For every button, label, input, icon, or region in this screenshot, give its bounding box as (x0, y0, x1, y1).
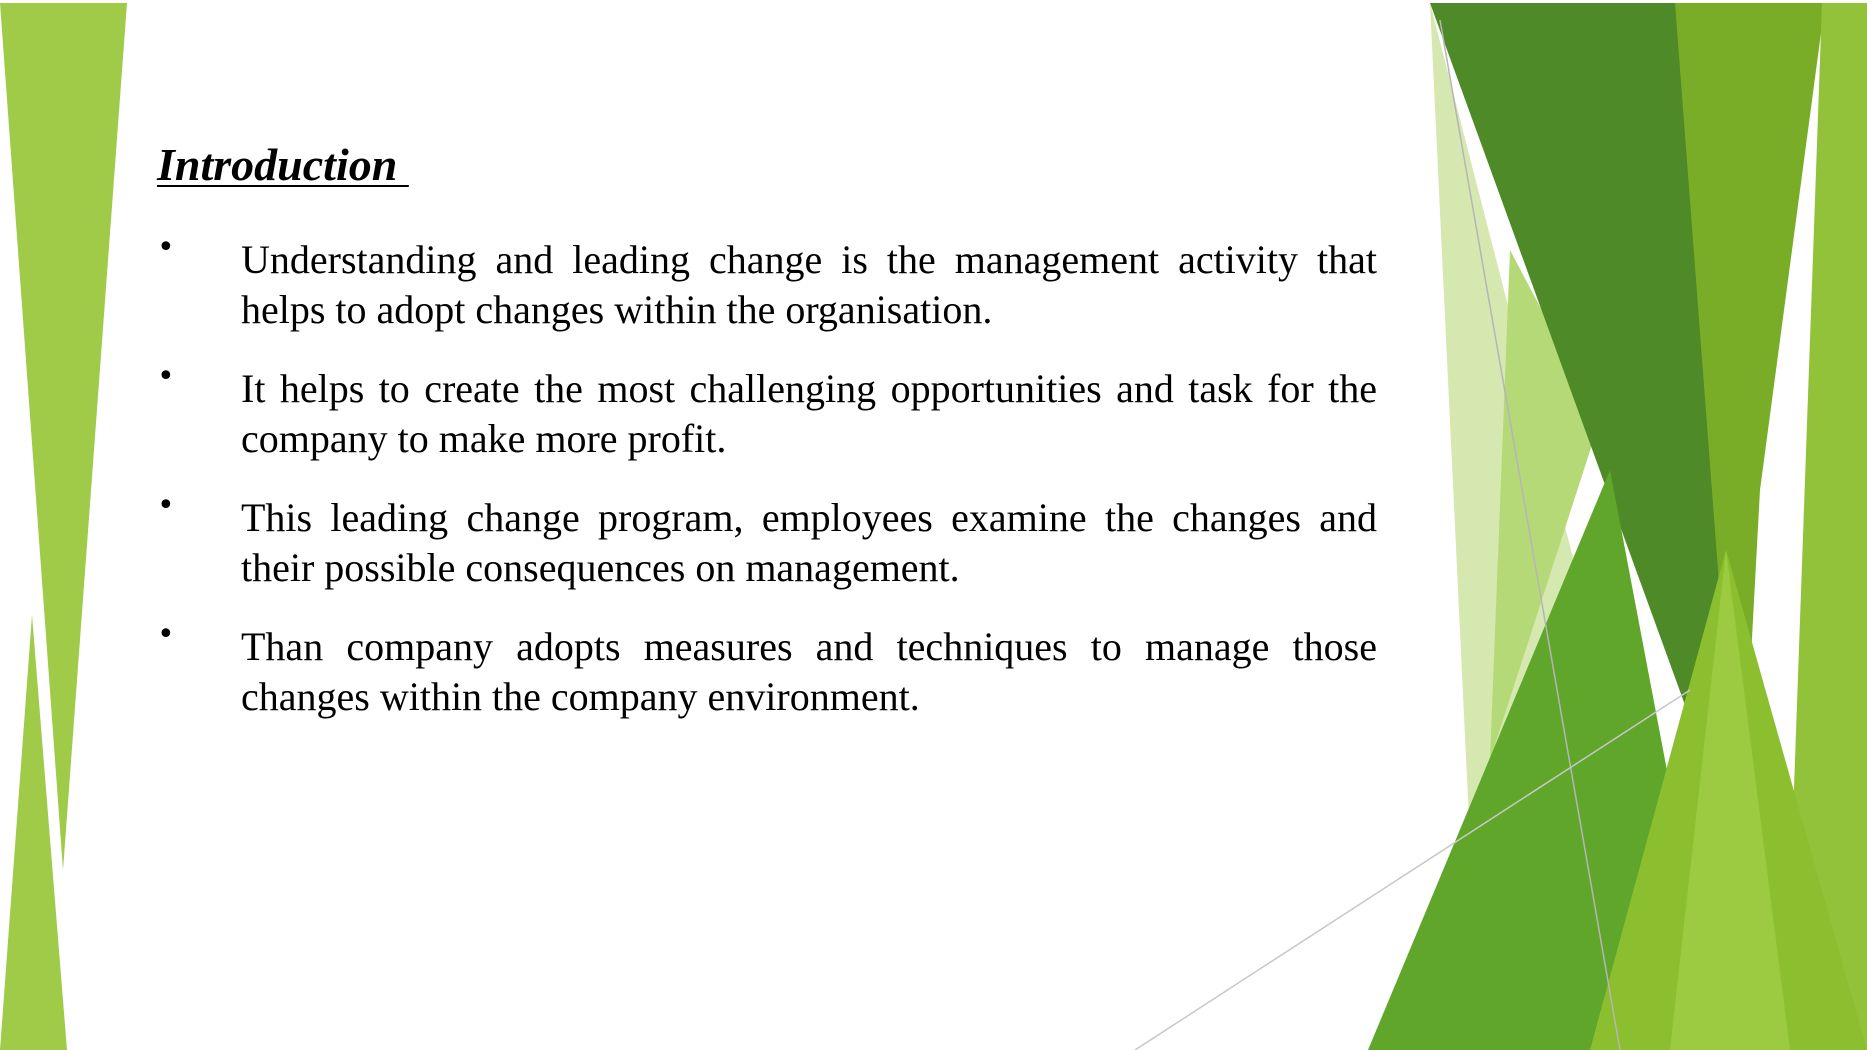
bullet-list (157, 230, 1377, 751)
bullet-item (157, 617, 1377, 722)
bullet-item (157, 488, 1377, 593)
slide-title: Introduction (157, 139, 409, 190)
bullet-text: It helps to create the most challenging opportunities and task for the company to make more profit. (241, 366, 1377, 461)
bullet-marker: • (157, 230, 175, 265)
bullet-text: Understanding and leading change is the management activity that helps to adopt changes within the organisation. (241, 237, 1377, 332)
bullet-item (157, 359, 1377, 464)
bullet-item (157, 230, 1377, 335)
bullet-marker: • (157, 359, 175, 394)
bullet-marker: • (157, 617, 175, 652)
slide-content (157, 135, 1377, 719)
bullet-text: This leading change program, employees examine the changes and their possible consequences on management. (241, 495, 1377, 590)
bullet-marker: • (157, 488, 175, 523)
left-wedge-top (0, 3, 127, 870)
bullet-text: Than company adopts measures and techniques to manage those changes within the company environment. (241, 624, 1377, 719)
